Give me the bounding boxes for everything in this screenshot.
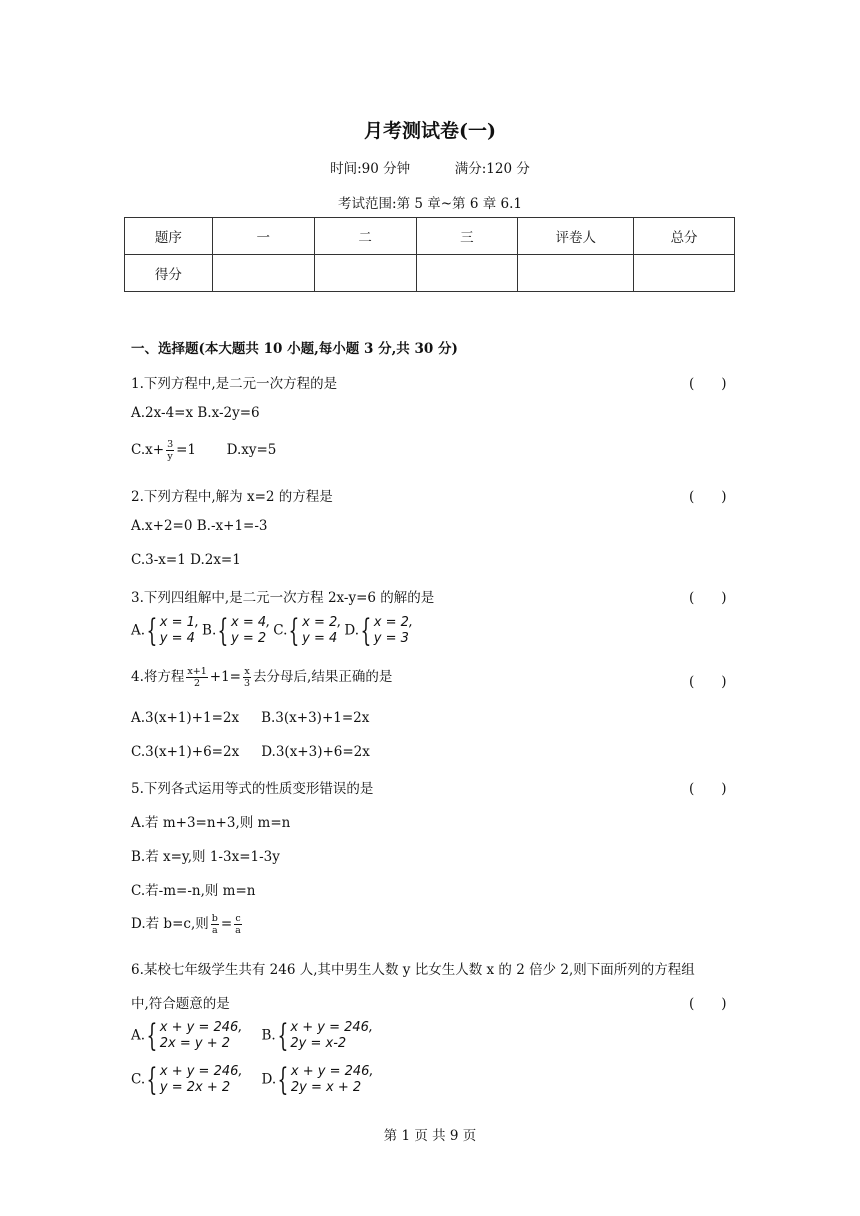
option-d: D.xy=5 [226, 442, 277, 458]
question-1-stem: 1.下列方程中,是二元一次方程的是 [131, 376, 338, 392]
score-input-cell[interactable] [314, 255, 416, 292]
exam-scope: 考试范围:第 5 章~第 6 章 6.1 [338, 196, 522, 212]
question-5-option-c: C.若-m=-n,则 m=n [131, 883, 256, 899]
exam-full-score: 满分:120 分 [454, 161, 530, 177]
table-cell: 题序 [125, 218, 213, 255]
question-2-options-ab: A.x+2=0 B.-x+1=-3 [131, 518, 268, 534]
question-6-options-ab [131, 1017, 376, 1054]
question-3-options [131, 612, 416, 649]
equation-system: { x = 4, y = 2 [217, 612, 271, 649]
question-5-option-a: A.若 m+3=n+3,则 m=n [131, 815, 291, 831]
exam-info [0, 157, 860, 177]
question-3-stem: 3.下列四组解中,是二元一次方程 2x-y=6 的解的是 [131, 590, 435, 606]
question-6-stem-line1: 6.某校七年级学生共有 246 人,其中男生人数 y 比女生人数 x 的 2 倍少 2,则下面所列的方程组 [131, 962, 695, 978]
question-5-stem: 5.下列各式运用等式的性质变形错误的是 [131, 781, 374, 797]
question-4-stem: 4.将方程 $\frac{x+1}{2}$ +1= $\frac{x}{3}$ 去分母后,结果正确的是 [131, 666, 393, 689]
question-2-stem: 2.下列方程中,解为 x=2 的方程是 [131, 489, 333, 505]
exam-time: 时间:90 分钟 [330, 161, 411, 177]
option-c-suffix: =1 [176, 442, 197, 458]
option-label: D. [261, 1071, 277, 1088]
table-cell: 二 [314, 218, 416, 255]
fraction: $\frac{c}{a}$ [235, 913, 241, 936]
option-label: A. [131, 1027, 146, 1044]
question-6-stem-line2: 中,符合题意的是 [131, 996, 230, 1012]
question-2-options-cd: C.3-x=1 D.2x=1 [131, 552, 241, 568]
table-cell: 三 [416, 218, 518, 255]
answer-paren: ( ) [689, 376, 727, 392]
option-label: C. [131, 1071, 146, 1088]
table-cell: 得分 [125, 255, 213, 292]
fraction: $\frac{x}{3}$ [243, 666, 251, 689]
question-1-options-cd [131, 438, 276, 462]
score-input-cell[interactable] [212, 255, 314, 292]
equation-system: { x = 2, y = 4 [288, 612, 342, 649]
option-label: D. [344, 622, 360, 639]
question-1-options-ab: A.2x-4=x B.x-2y=6 [131, 405, 260, 421]
equation-system: { x + y = 246, 2y = x + 2 [277, 1061, 374, 1098]
page-number: 第 1 页 共 9 页 [383, 1128, 477, 1144]
question-4-options-cd: C.3(x+1)+6=2x D.3(x+3)+6=2x [131, 744, 370, 760]
equation-system: { x + y = 246, y = 2x + 2 [146, 1061, 243, 1098]
score-input-cell[interactable] [416, 255, 518, 292]
option-label: B. [202, 622, 217, 639]
score-input-cell[interactable] [634, 255, 735, 292]
answer-paren: ( ) [689, 590, 727, 606]
option-label: C. [273, 622, 288, 639]
fraction: $\frac{x+1}{2}$ [187, 666, 207, 689]
equation-system: { x + y = 246, 2x = y + 2 [146, 1017, 243, 1054]
equation-system: { x + y = 246, 2y = x-2 [277, 1017, 374, 1054]
answer-paren: ( ) [689, 781, 727, 797]
table-cell: 一 [212, 218, 314, 255]
question-5-option-d: D.若 b=c,则 $\frac{b}{a}$ = $\frac{c}{a}$ [131, 913, 241, 936]
score-table [124, 217, 735, 292]
question-4-options-ab: A.3(x+1)+1=2x B.3(x+3)+1=2x [131, 710, 370, 726]
option-label: B. [261, 1027, 276, 1044]
table-row [125, 218, 735, 255]
equation-system: { x = 1, y = 4 [146, 612, 200, 649]
option-c-prefix: C.x+ [131, 442, 165, 458]
answer-paren: ( ) [689, 674, 727, 690]
question-5-option-b: B.若 x=y,则 1-3x=1-3y [131, 849, 280, 865]
answer-paren: ( ) [689, 996, 727, 1012]
table-cell: 评卷人 [518, 218, 634, 255]
score-input-cell[interactable] [518, 255, 634, 292]
equation-system: { x = 2, y = 3 [360, 612, 414, 649]
page-title: 月考测试卷(一) [364, 120, 496, 142]
answer-paren: ( ) [689, 489, 727, 505]
table-cell: 总分 [634, 218, 735, 255]
table-row [125, 255, 735, 292]
section-title: 一、选择题(本大题共 10 小题,每小题 3 分,共 30 分) [131, 341, 458, 357]
fraction: $\frac{b}{a}$ [211, 913, 218, 936]
question-6-options-cd [131, 1061, 377, 1098]
option-label: A. [131, 622, 146, 639]
fraction: $\frac{3}{y}$ [167, 439, 174, 462]
